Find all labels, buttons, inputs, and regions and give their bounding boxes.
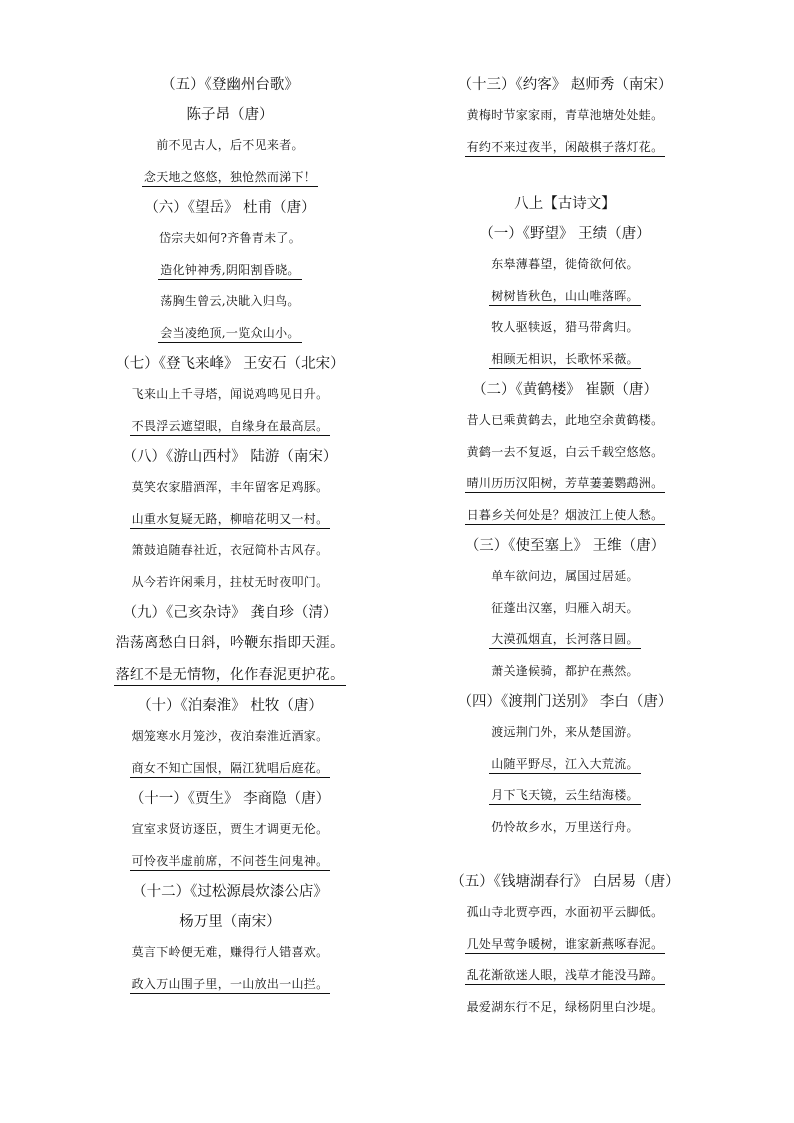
poem-line — [440, 960, 690, 992]
poem-line — [105, 628, 355, 660]
poem-line — [105, 969, 355, 1001]
poem-line — [105, 535, 355, 567]
left-column — [105, 70, 355, 1000]
poem-line-text: 莫笑农家腊酒浑，丰年留客足鸡豚。 — [131, 480, 329, 494]
poem-line — [105, 379, 355, 411]
poem-title: （五）《登幽州台歌》 — [161, 77, 299, 93]
poem-line-text: 最爱湖东行不足，绿杨阴里白沙堤。 — [466, 999, 664, 1014]
poem-line-text: 牧人驱犊返，猎马带禽归。 — [491, 320, 639, 334]
poem-line-text: 东皋薄暮望，徙倚欲何依。 — [491, 257, 639, 271]
poem-line-text: 会当凌绝顶,一览众山小。 — [158, 326, 301, 343]
poem-line — [440, 897, 690, 929]
poem-line-text: 日暮乡关何处是？烟波江上使人愁。 — [465, 508, 666, 525]
poem-line-text: 山随平野尽，江入大荒流。 — [489, 757, 641, 774]
poem-line — [440, 717, 690, 749]
poem-line — [440, 780, 690, 812]
poem-line-text: 几处早莺争暖树，谁家新燕啄春泥。 — [465, 937, 666, 954]
poem-line-text: 渡远荆门外，来从楚国游。 — [491, 725, 639, 739]
poem-line — [440, 812, 690, 844]
poem-line-text: 昔人已乘黄鹤去，此地空余黄鹤楼。 — [466, 413, 664, 427]
poem-block — [440, 531, 690, 687]
poem-title: （八）《游山西村》 陆游（南宋） — [122, 449, 338, 465]
poem-line — [105, 286, 355, 318]
poem-line — [105, 567, 355, 599]
poem-line-text: 萧关逢候骑，都护在燕然。 — [491, 663, 639, 678]
poem-line — [105, 846, 355, 878]
poem-author: 陈子昂（唐） — [186, 107, 274, 123]
poem-line-text: 荡胸生曾云,决眦入归鸟。 — [160, 294, 300, 308]
poem-line-text: 有约不来过夜半，闲敲棋子落灯花。 — [465, 140, 666, 157]
poem-line — [440, 437, 690, 469]
poem-title: （六）《望岳》 杜甫（唐） — [144, 200, 316, 216]
poem-line-text: 黄梅时节家家雨，青草池塘处处蛙。 — [466, 108, 664, 122]
poem-title: （十）《泊秦淮》 杜牧（唐） — [137, 698, 323, 714]
poem-line — [105, 721, 355, 753]
poem-title: （一）《野望》 王绩（唐） — [479, 226, 651, 242]
poem-line — [105, 130, 355, 162]
poem-title: （五）《钱塘湖春行》 白居易（唐） — [450, 874, 680, 890]
poem-line-text: 浩荡离愁白日斜，吟鞭东指即天涯。 — [115, 635, 345, 651]
poem-line — [440, 624, 690, 656]
poem-line — [440, 100, 690, 132]
poem-line — [440, 929, 690, 961]
poem-line — [105, 318, 355, 350]
poem-line-text: 山重水复疑无路，柳暗花明又一村。 — [130, 512, 331, 529]
poem-line-text: 可怜夜半虚前席，不问苍生问鬼神。 — [130, 854, 331, 871]
poem-block — [105, 784, 355, 877]
poem-title: （十二）《过松源晨炊漆公店》 — [132, 884, 328, 900]
poem-line — [105, 472, 355, 504]
poem-line — [105, 255, 355, 287]
poem-line — [105, 937, 355, 969]
poem-line-text: 月下飞天镜，云生结海楼。 — [489, 788, 641, 805]
poem-line-text: 莫言下岭便无难，赚得行人错喜欢。 — [131, 945, 329, 959]
poem-line-text: 商女不知亡国恨，隔江犹唱后庭花。 — [130, 761, 331, 778]
poem-line-text: 落红不是无情物，化作春泥更护花。 — [114, 667, 347, 686]
poem-block — [105, 70, 355, 193]
poem-block — [105, 349, 355, 442]
poem-block — [105, 691, 355, 784]
poem-line — [440, 749, 690, 781]
poem-line-text: 孤山寺北贾亭西，水面初平云脚低。 — [466, 905, 664, 919]
poem-author: 杨万里（南宋） — [179, 914, 281, 930]
poem-line-text: 不畏浮云遮望眼，自缘身在最高层。 — [130, 419, 331, 436]
poem-block — [440, 867, 690, 1023]
poem-title: （三）《使至塞上》 王维（唐） — [464, 538, 666, 554]
poem-line-text: 政入万山围子里，一山放出一山拦。 — [130, 977, 331, 994]
poem-line — [105, 223, 355, 255]
poem-line-text: 造化钟神秀,阴阳割昏晓。 — [158, 263, 301, 280]
poem-title: （十一）《贾生》 李商隐（唐） — [129, 791, 331, 807]
poem-line — [105, 504, 355, 536]
poem-line — [440, 405, 690, 437]
poem-block — [105, 193, 355, 349]
poem-block — [105, 598, 355, 691]
poem-line — [440, 281, 690, 313]
poem-block-yueke — [440, 70, 690, 163]
poem-title: （十三）《约客》 赵师秀（南宋） — [457, 77, 673, 93]
poem-title: （九）《己亥杂诗》 龚自珍（清） — [122, 605, 338, 621]
poem-block — [440, 687, 690, 843]
poem-line-text: 箫鼓追随春社近，衣冠简朴古风存。 — [131, 543, 329, 557]
poem-line — [440, 561, 690, 593]
poem-line-text: 树树皆秋色，山山唯落晖。 — [489, 289, 641, 306]
poem-block — [440, 219, 690, 375]
poem-line — [440, 468, 690, 500]
poem-line — [105, 411, 355, 443]
right-column — [440, 70, 690, 1023]
poem-title: （七）《登飞来峰》 王安石（北宋） — [115, 356, 345, 372]
poem-line-text: 乱花渐欲迷人眼，浅草才能没马蹄。 — [465, 968, 666, 985]
poem-line-text: 念天地之悠悠，独怆然而涕下！ — [142, 170, 318, 187]
poem-line-text: 仍怜故乡水，万里送行舟。 — [491, 819, 639, 834]
poem-line — [105, 660, 355, 692]
poem-line — [440, 992, 690, 1024]
poem-line-text: 前不见古人，后不见来者。 — [156, 138, 304, 152]
poem-line — [440, 132, 690, 164]
poem-block — [440, 375, 690, 531]
poem-line-text: 相顾无相识，长歌怀采薇。 — [489, 352, 641, 369]
poem-line-text: 征蓬出汉塞，归雁入胡天。 — [491, 600, 639, 615]
poem-line-text: 烟笼寒水月笼沙，夜泊秦淮近酒家。 — [131, 729, 329, 743]
section-heading: 八上【古诗文】 — [514, 196, 616, 212]
poem-line-text: 黄鹤一去不复返，白云千载空悠悠。 — [466, 444, 664, 459]
poem-line — [440, 312, 690, 344]
poem-line — [440, 656, 690, 688]
poem-line — [440, 249, 690, 281]
poem-block — [105, 877, 355, 1000]
poem-line-text: 岱宗夫如何?齐鲁青未了。 — [158, 231, 302, 245]
poem-line-text: 宣室求贤访逐臣，贾生才调更无伦。 — [131, 822, 329, 836]
poem-line — [105, 814, 355, 846]
poem-line-text: 单车欲问边，属国过居延。 — [491, 569, 639, 583]
poem-line-text: 飞来山上千寻塔，闻说鸡鸣见日升。 — [131, 387, 329, 401]
poem-block — [105, 442, 355, 598]
poem-line-text: 从今若许闲乘月，拄杖无时夜叩门。 — [131, 574, 329, 589]
poem-line — [440, 500, 690, 532]
poem-line-text: 大漠孤烟直，长河落日圆。 — [489, 632, 641, 649]
poem-line-text: 晴川历历汉阳树，芳草萋萋鹦鹉洲。 — [465, 476, 666, 493]
poem-line — [440, 593, 690, 625]
poem-title: （二）《黄鹤楼》 崔颢（唐） — [472, 382, 658, 398]
poem-title: （四）《渡荆门送别》 李白（唐） — [457, 694, 673, 710]
poem-line — [105, 753, 355, 785]
poem-line — [440, 344, 690, 376]
poem-line — [105, 162, 355, 194]
